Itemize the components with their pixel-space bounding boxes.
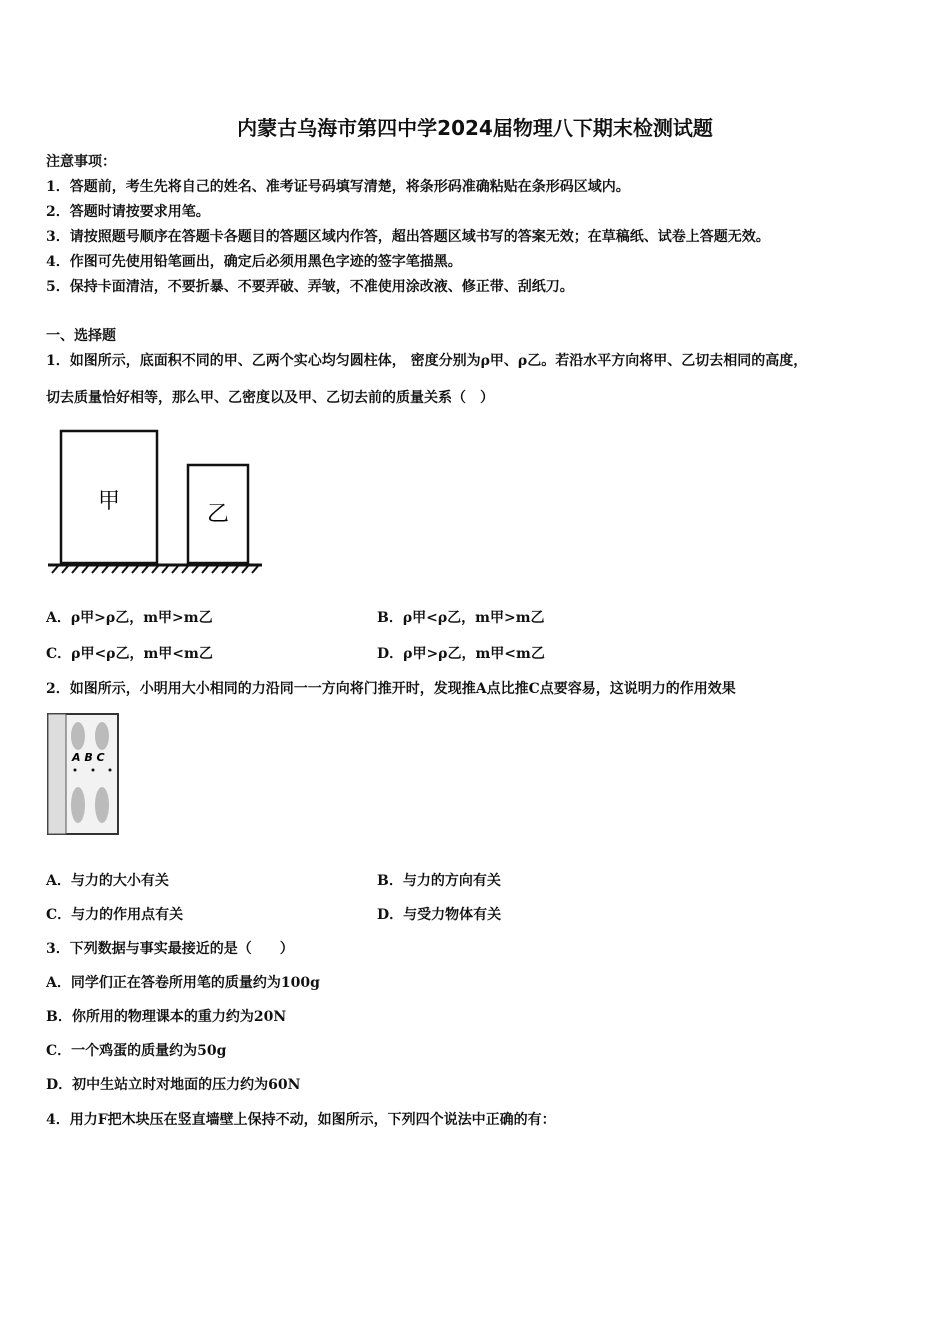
ground-hatching — [52, 566, 258, 573]
door-panel — [95, 787, 109, 823]
q1-stem-line1: 1．如图所示，底面积不同的甲、乙两个实心均匀圆柱体， 密度分别为ρ甲、ρ乙。若沿水平方向将甲、乙切去相同的高度， — [46, 353, 808, 369]
q3-option-c[interactable]: C．一个鸡蛋的质量约为50g — [46, 1043, 227, 1059]
section-heading: 一、选择题 — [46, 328, 116, 344]
q3-option-a[interactable]: A．同学们正在答卷所用笔的质量约为100g — [46, 975, 320, 991]
notice-item-3: 3．请按照题号顺序在答题卡各题目的答题区域内作答，超出答题区域书写的答案无效；在草稿纸、试卷上答题无效。 — [46, 229, 770, 245]
notice-heading: 注意事项： — [46, 154, 116, 170]
door-panel — [71, 787, 85, 823]
q1-stem-line2: 切去质量恰好相等，那么甲、乙密度以及甲、乙切去前的质量关系（ ） — [46, 390, 494, 406]
q1-figure — [46, 426, 266, 578]
q2-option-d[interactable]: D．与受力物体有关 — [377, 907, 502, 923]
point-dot — [74, 769, 77, 772]
door-panel — [95, 722, 109, 750]
q1-option-d[interactable]: D．ρ甲>ρ乙，m甲<m乙 — [377, 646, 545, 662]
point-dot — [92, 769, 95, 772]
q3-option-b[interactable]: B．你所用的物理课本的重力约为20N — [46, 1009, 287, 1025]
q2-door-figure — [46, 710, 122, 838]
q1-option-c[interactable]: C．ρ甲<ρ乙，m甲<m乙 — [46, 646, 213, 662]
label-jia: 甲 — [97, 489, 121, 514]
q3-option-d[interactable]: D．初中生站立时对地面的压力约为60N — [46, 1077, 301, 1093]
q2-stem: 2．如图所示，小明用大小相同的力沿同一一方向将门推开时，发现推A点比推C点要容易，这说明力的作用效果 — [46, 681, 736, 697]
notice-item-1: 1．答题前，考生先将自己的姓名、准考证号码填写清楚，将条形码准确粘贴在条形码区域内。 — [46, 179, 630, 195]
q1-option-b[interactable]: B．ρ甲<ρ乙，m甲>m乙 — [377, 610, 545, 626]
q4-stem: 4．用力F把木块压在竖直墙壁上保持不动，如图所示，下列四个说法中正确的有： — [46, 1112, 556, 1128]
notice-item-5: 5．保持卡面清洁，不要折暴、不要弄破、弄皱，不准使用涂改液、修正带、刮纸刀。 — [46, 279, 574, 295]
label-yi: 乙 — [206, 502, 230, 527]
door-point-labels: A B C — [72, 751, 105, 764]
point-dot — [109, 769, 112, 772]
page-title: 内蒙古乌海市第四中学2024届物理八下期末检测试题 — [237, 116, 713, 140]
q2-option-b[interactable]: B．与力的方向有关 — [377, 873, 501, 889]
q2-option-c[interactable]: C．与力的作用点有关 — [46, 907, 184, 923]
door-panel — [71, 722, 85, 750]
q3-stem: 3．下列数据与事实最接近的是（ ） — [46, 941, 294, 957]
notice-item-2: 2．答题时请按要求用笔。 — [46, 204, 210, 220]
q2-option-a[interactable]: A．与力的大小有关 — [46, 873, 169, 889]
door-edge — [48, 714, 66, 834]
notice-item-4: 4．作图可先使用铅笔画出，确定后必须用黑色字迹的签字笔描黑。 — [46, 254, 462, 270]
q1-option-a[interactable]: A．ρ甲>ρ乙，m甲>m乙 — [46, 610, 213, 626]
